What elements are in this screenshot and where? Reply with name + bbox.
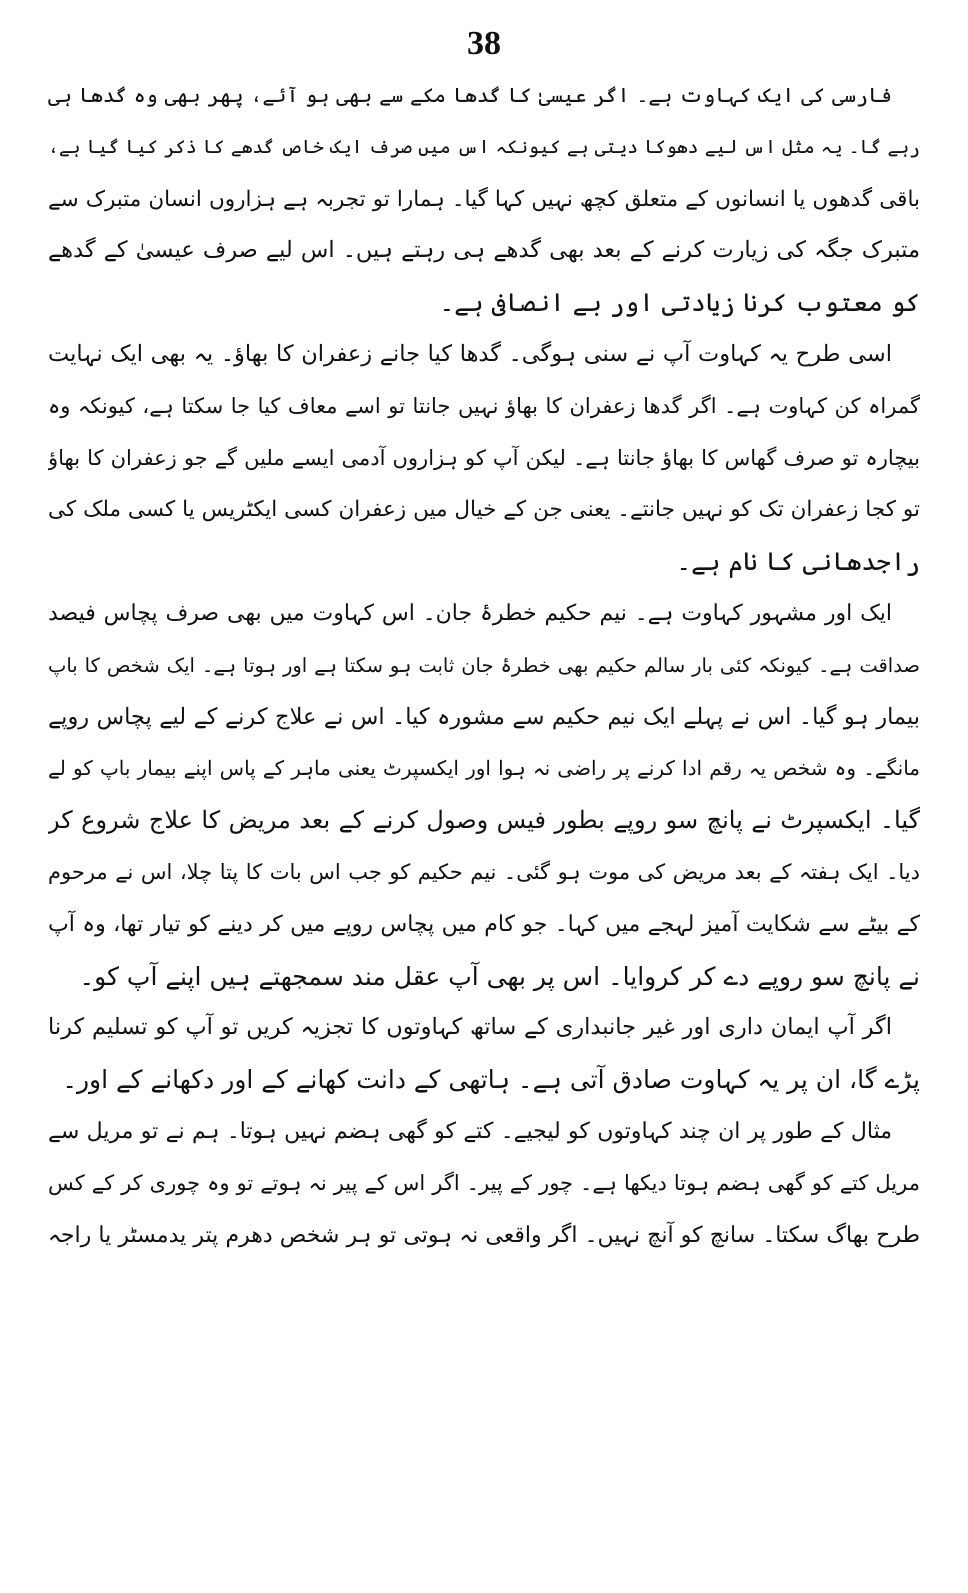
- text-line: مریل کتے کو گھی ہضم ہوتا دیکھا ہے۔ چور کے پیر۔ اگر اس کے پیر نہ ہوتے تو وہ چوری کر کے کس: [48, 1170, 920, 1195]
- text-line: اسی طرح یہ کہاوت آپ نے سنی ہوگی۔ گدھا کیا جانے زعفران کا بھاؤ۔ یہ بھی ایک نہایت: [48, 340, 892, 367]
- text-line: دیا۔ ایک ہفتہ کے بعد مریض کی موت ہو گئی۔ نیم حکیم کو جب اس بات کا پتا چلا، اس نے مرحوم: [48, 859, 920, 884]
- text-line: کو معتوب کرنا زیادتی اور بے انصافی ہے۔: [439, 288, 920, 318]
- text-line: بیچارہ تو صرف گھاس کا بھاؤ جانتا ہے۔ لیکن آپ کو ہزاروں آدمی ایسے ملیں گے جو زعفران کا بھاؤ: [48, 445, 920, 470]
- text-line: متبرک جگہ کی زیارت کرنے کے بعد بھی گدھے ہی رہتے ہیں۔ اس لیے صرف عیسیٰ کے گدھے: [48, 237, 920, 264]
- text-line: رہے گا۔ یہ مثل اس لیے دھوکا دیتی ہے کیونکہ اس میں صرف ایک خاص گدھے کا ذکر کیا گیا ہے،: [48, 136, 920, 158]
- text-line: گیا۔ ایکسپرٹ نے پانچ سو روپے بطور فیس وصول کرنے کے بعد مریض کا علاج شروع کر: [48, 806, 920, 835]
- text-line: اگر آپ ایمان داری اور غیر جانبداری کے ساتھ کہاوتوں کا تجزیہ کریں تو آپ کو تسلیم کرنا: [48, 1014, 892, 1041]
- text-line: راجدھانی کا نام ہے۔: [676, 547, 920, 577]
- text-line: نے پانچ سو روپے دے کر کروایا۔ اس پر بھی آپ عقل مند سمجھتے ہیں اپنے آپ کو۔: [79, 961, 920, 991]
- page-text: [48, 70, 920, 1261]
- text-line: صداقت ہے۔ کیونکہ کئی بار سالم حکیم بھی خطرۂ جان ثابت ہو سکتا ہے اور ہوتا ہے۔ ایک شخص کا باپ: [48, 653, 920, 677]
- text-line: گمراہ کن کہاوت ہے۔ اگر گدھا زعفران کا بھاؤ نہیں جانتا تو اسے معاف کیا جا سکتا ہے، کیونکہ وہ: [48, 393, 920, 418]
- text-line: ایک اور مشہور کہاوت ہے۔ نیم حکیم خطرۂ جان۔ اس کہاوت میں بھی صرف پچاس فیصد: [48, 600, 892, 626]
- text-line: پڑے گا، ان پر یہ کہاوت صادق آتی ہے۔ ہاتھی کے دانت کھانے کے اور دکھانے کے اور۔: [62, 1065, 920, 1095]
- text-line: باقی گدھوں یا انسانوں کے متعلق کچھ نہیں کہا گیا۔ ہمارا تو تجربہ ہے ہزاروں انسان متبرک سے: [48, 186, 920, 212]
- text-line: مثال کے طور پر ان چند کہاوتوں کو لیجیے۔ کتے کو گھی ہضم نہیں ہوتا۔ ہم نے تو مریل سے: [48, 1118, 892, 1144]
- text-line: تو کجا زعفران تک کو نہیں جانتے۔ یعنی جن کے خیال میں زعفران کسی ایکٹریس یا کسی ملک کی: [48, 497, 920, 523]
- page-number: 38: [467, 25, 501, 62]
- text-line: بیمار ہو گیا۔ اس نے پہلے ایک نیم حکیم سے مشورہ کیا۔ اس نے علاج کرنے کے لیے پچاس روپے: [48, 703, 920, 730]
- text-line: کے بیٹے سے شکایت آمیز لہجے میں کہا۔ جو کام میں پچاس روپے میں کر دینے کو تیار تھا، وہ آپ: [48, 911, 920, 937]
- text-line: طرح بھاگ سکتا۔ سانچ کو آنچ نہیں۔ اگر واقعی نہ ہوتی تو ہر شخص دھرم پتر یدمسٹر یا راجہ: [48, 1222, 920, 1248]
- text-line: مانگے۔ وہ شخص یہ رقم ادا کرنے پر راضی نہ ہوا اور ایکسپرٹ یعنی ماہر کے پاس اپنے بیمار باپ کو لے: [48, 756, 920, 781]
- text-line: فارسی کی ایک کہاوت ہے۔ اگر عیسیٰ کا گدھا مکے سے بھی ہو آئے، پھر بھی وہ گدھا ہی: [48, 83, 892, 107]
